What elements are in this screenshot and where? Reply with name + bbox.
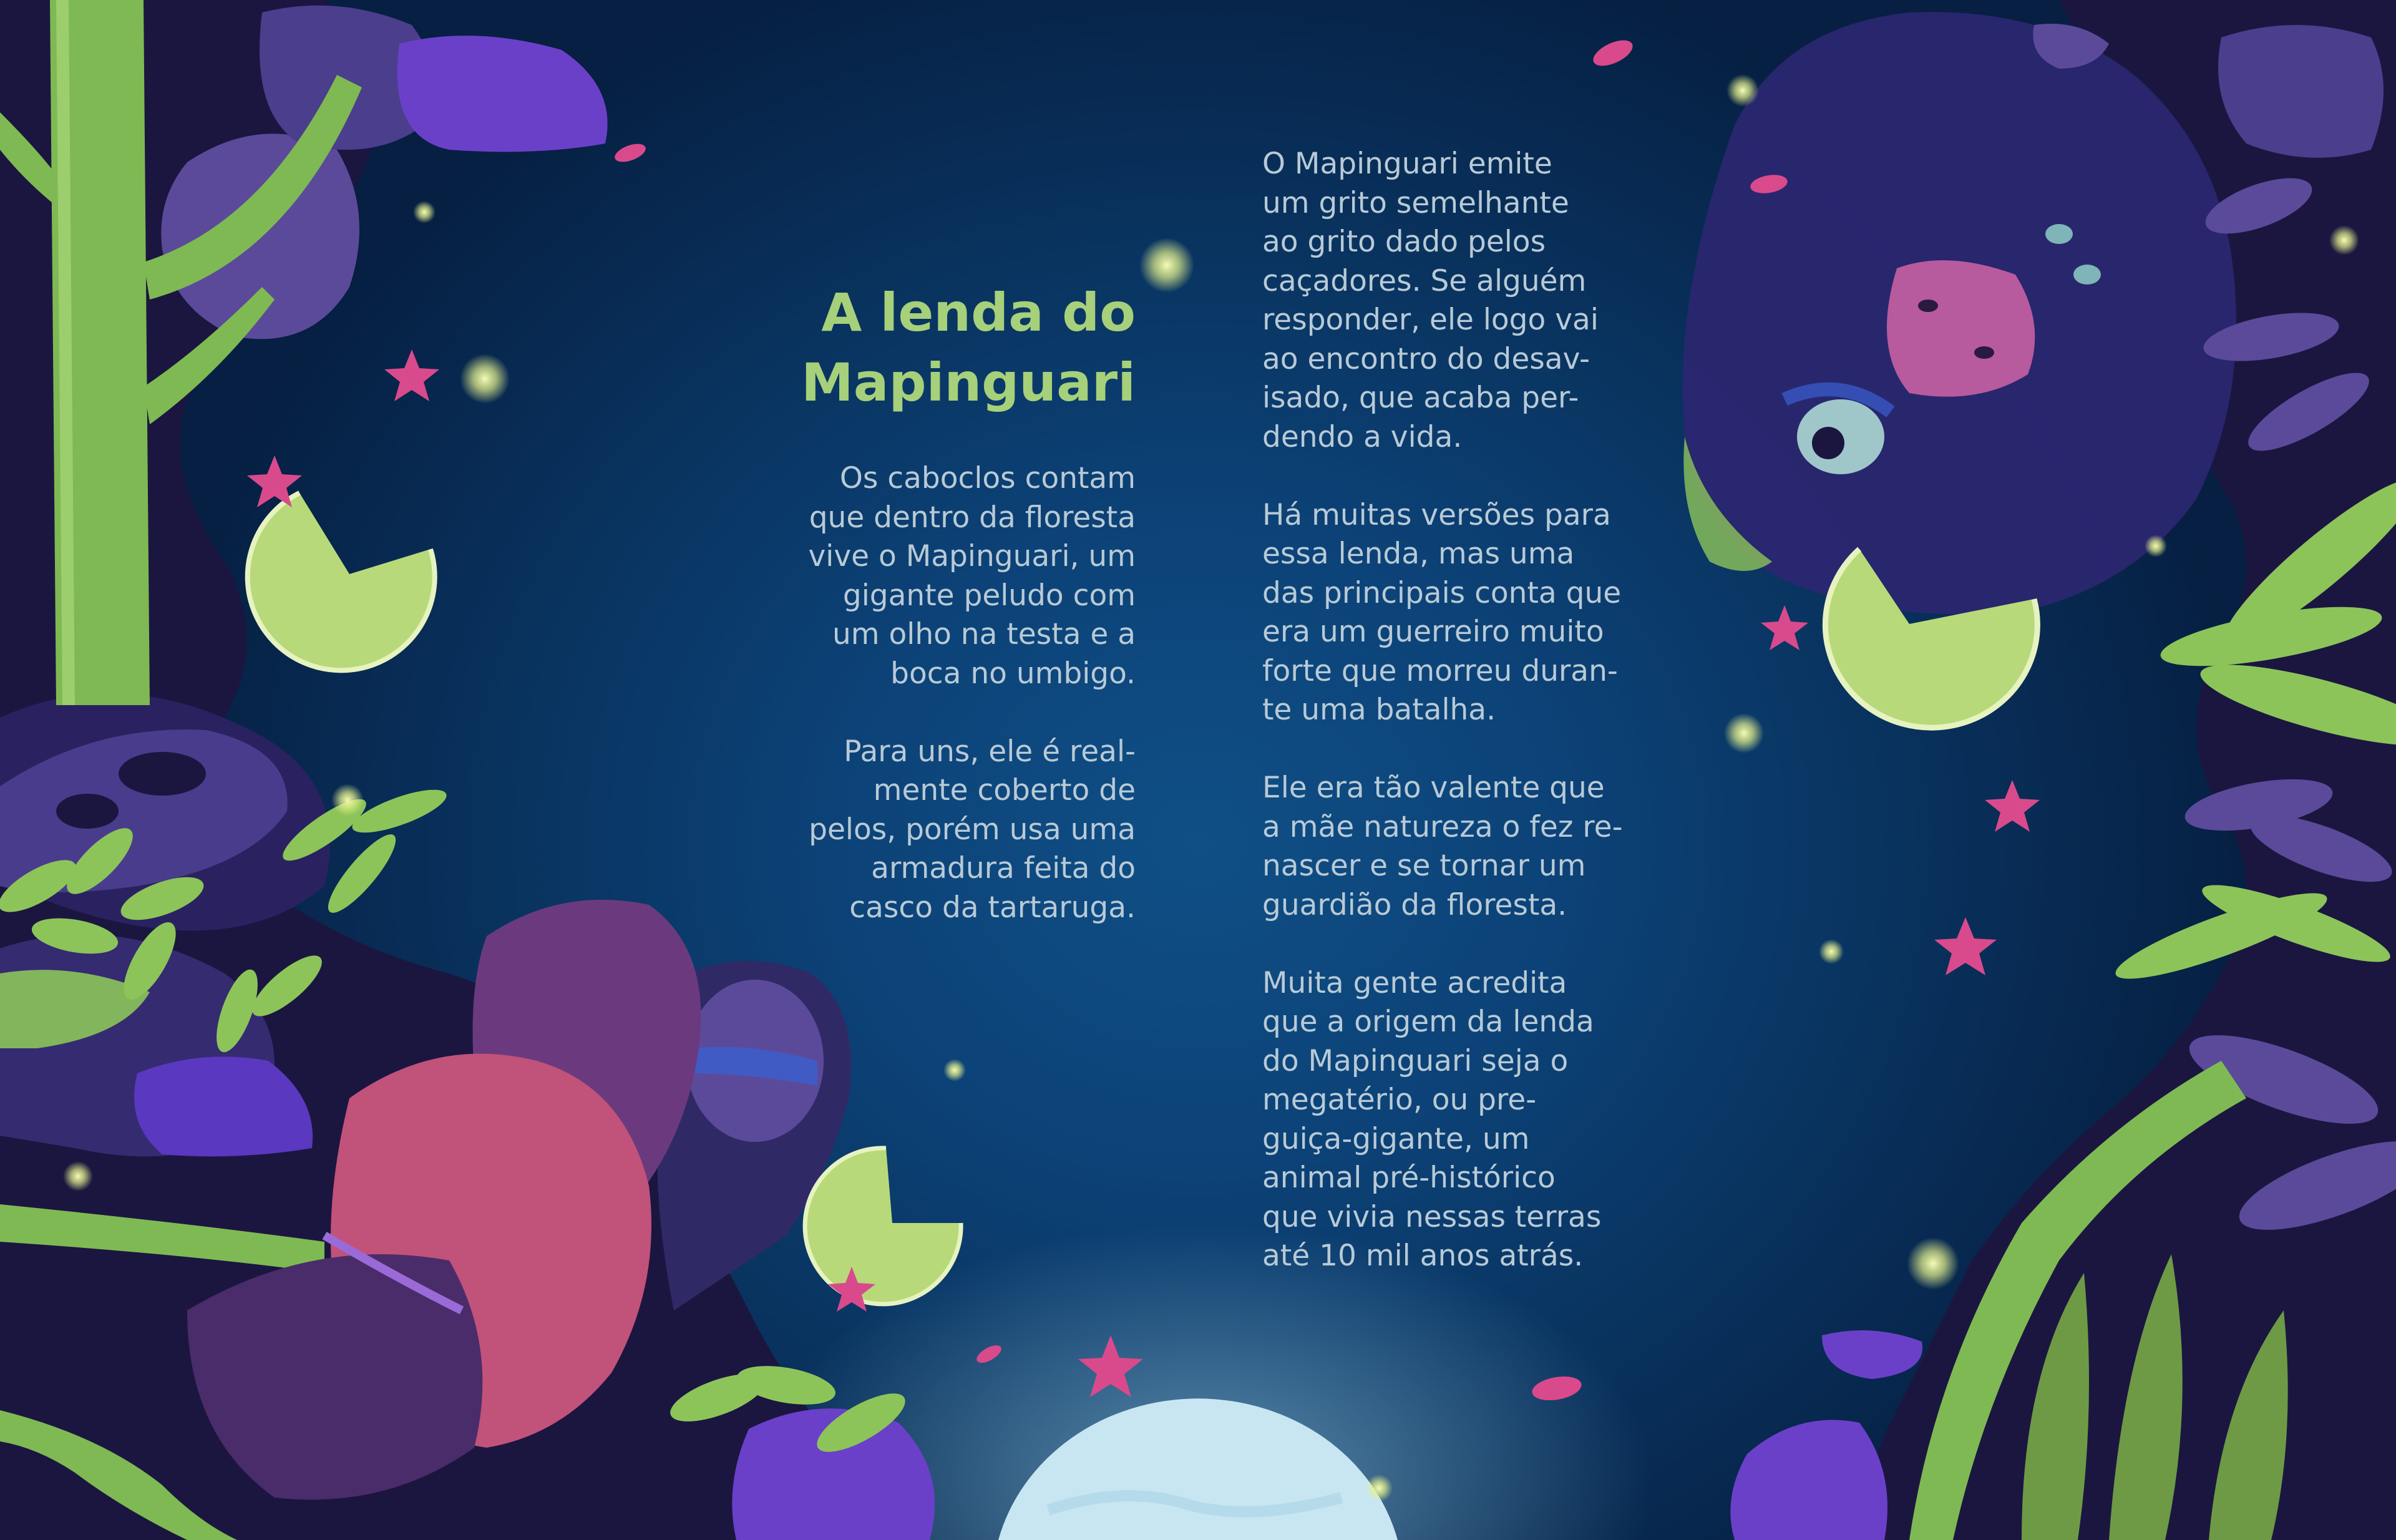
text-line: Ele era tão valente que [1262,771,1605,805]
text-line: ao encontro do desav- [1262,341,1590,376]
text-line: dendo a vida. [1262,419,1463,454]
text-line: te uma batalha. [1262,693,1496,727]
purple-leaf [2218,25,2384,158]
text-line: responder, ele logo vai [1262,303,1599,337]
paragraph [1262,145,1736,457]
text-line: boca no umbigo. [890,656,1136,691]
text-line: animal pré-histórico [1262,1161,1556,1195]
creature-snout [1887,260,2035,397]
text-line: mente coberto de [873,773,1136,807]
paragraph [1262,496,1736,730]
purple-rock [1730,1420,1887,1540]
text-line: que a origem da lenda [1262,1005,1594,1039]
page-title [661,278,1136,417]
text-line: vive o Mapinguari, um [808,539,1136,573]
text-line: forte que morreu duran- [1262,653,1618,688]
text-line: armadura feita do [871,851,1136,885]
text-line: que dentro da floresta [809,500,1136,535]
left-text-column [674,459,1136,967]
text-line: um grito semelhante [1262,185,1569,220]
text-line: Para uns, ele é real- [844,734,1136,769]
text-line: isado, que acaba per- [1262,381,1579,415]
title-line: A lenda do [821,282,1136,343]
right-text-column [1262,145,1736,1315]
text-line: casco da tartaruga. [849,890,1136,925]
text-line: caçadores. Se alguém [1262,263,1587,298]
water-lily-pad [805,1148,961,1304]
paragraph [1262,964,1736,1276]
text-line: megatério, ou pre- [1262,1083,1537,1117]
text-line: ao grito dado pelos [1262,225,1546,259]
text-line: gigante peludo com [842,578,1136,613]
text-line: pelos, porém usa uma [809,812,1136,847]
text-line: essa lenda, mas uma [1262,537,1575,571]
text-line: que vivia nessas terras [1262,1199,1602,1234]
paragraph [1262,769,1736,925]
text-line: guardião da floresta. [1262,887,1567,922]
text-line: nascer e se tornar um [1262,849,1586,883]
water-lily-pad [248,493,435,670]
purple-rock [397,36,608,152]
text-line: Há muitas versões para [1262,497,1611,532]
paragraph [674,733,1136,928]
text-line: até 10 mil anos atrás. [1262,1239,1584,1273]
text-line: Os caboclos contam [839,461,1136,495]
mapinguari-creature-illustration [1683,12,2236,614]
text-line: O Mapinguari emite [1262,147,1552,181]
paragraph [674,459,1136,693]
text-line: Muita gente acredita [1262,965,1567,1000]
text-line: guiça-gigante, um [1262,1121,1530,1156]
text-line: era um guerreiro muito [1262,615,1604,649]
text-line: das principais conta que [1262,575,1622,610]
text-line: a mãe natureza o fez re- [1262,809,1623,844]
text-line: do Mapinguari seja o [1262,1043,1569,1078]
title-line: Mapinguari [801,352,1136,413]
text-line: um olho na testa e a [832,617,1136,651]
